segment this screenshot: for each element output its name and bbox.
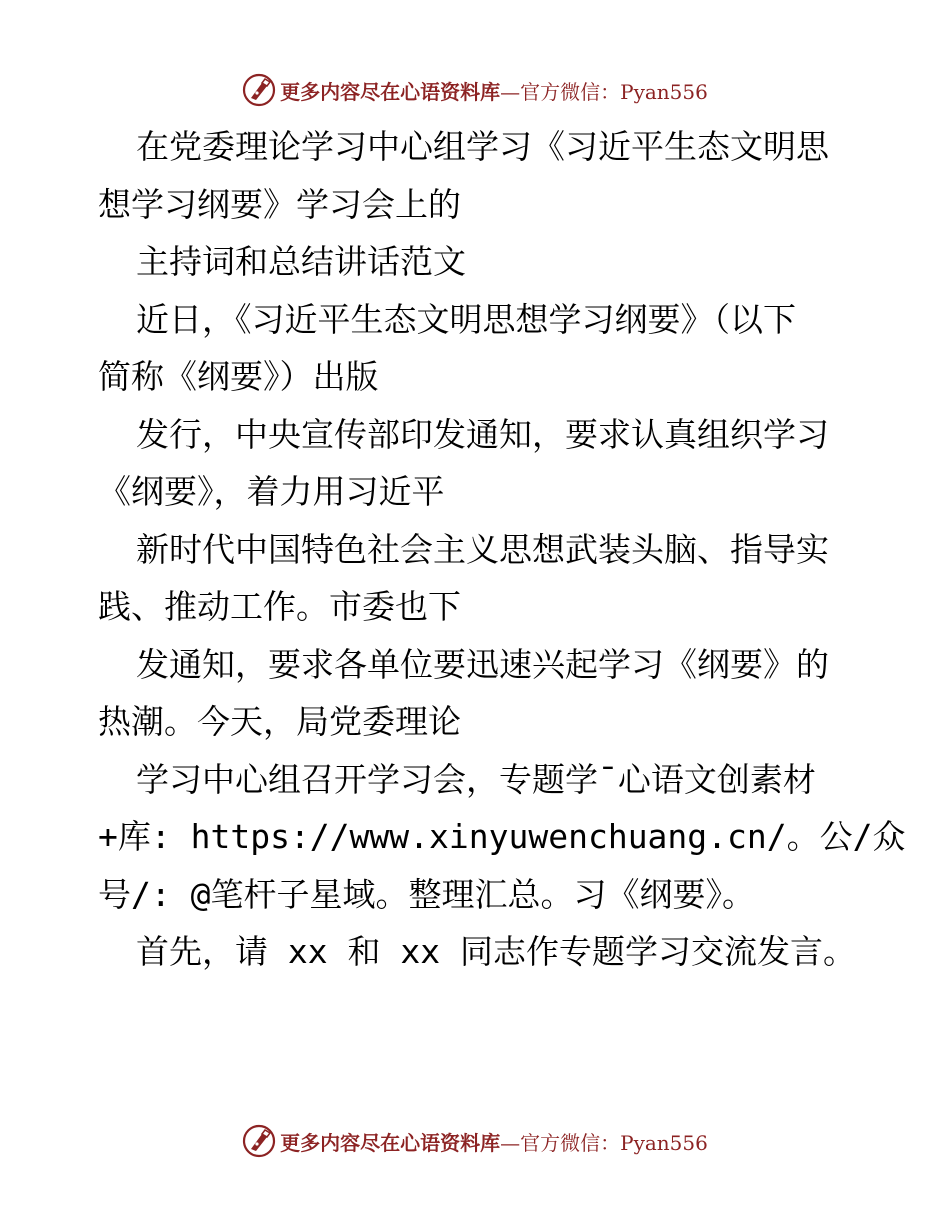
footer-banner-text [280, 1127, 708, 1156]
paragraph-line: 新时代中国特色社会主义思想武装头脑、指导实 [136, 529, 829, 569]
pen-nib-logo-icon [242, 73, 276, 107]
header-banner-title: 更多内容尽在心语资料库 [280, 79, 501, 104]
footer-banner-title: 更多内容尽在心语资料库 [280, 1130, 501, 1155]
footer-banner-dash: — [500, 1130, 521, 1155]
title-line-2: 想学习纲要》学习会上的 [98, 184, 461, 224]
paragraph-line: 发通知，要求各单位要迅速兴起学习《纲要》的 [136, 644, 829, 684]
footer-banner [0, 1121, 950, 1161]
subtitle-line: 主持词和总结讲话范文 [136, 242, 466, 281]
paragraph-line: +库: https://www.xinyuwenchuang.cn/。公/众 [98, 817, 906, 856]
document-body [98, 118, 906, 981]
paragraph-line: 学习中心组召开学习会，专题学¯心语文创素材 [136, 759, 816, 799]
header-banner [0, 70, 950, 110]
title-line-1: 在党委理论学习中心组学习《习近平生态文明思 [136, 127, 829, 166]
header-banner-wechat: 官方微信：Pyan556 [520, 79, 708, 104]
paragraph-line: 首先，请 xx 和 xx 同志作专题学习交流发言。 [136, 932, 856, 971]
footer-banner-wechat: 官方微信：Pyan556 [520, 1130, 708, 1155]
paragraph-line: 《纲要》，着力用习近平 [98, 472, 445, 511]
header-banner-dash: — [500, 79, 521, 104]
header-banner-text [280, 76, 708, 105]
paragraph-line: 发行，中央宣传部印发通知，要求认真组织学习 [136, 414, 829, 454]
paragraph-line: 简称《纲要》）出版 [98, 357, 379, 396]
pen-nib-logo-icon [242, 1124, 276, 1158]
paragraph-line: 热潮。今天，局党委理论 [98, 702, 461, 741]
paragraph-line: 号/: @笔杆子星域。整理汇总。习《纲要》。 [98, 874, 755, 914]
paragraph-line: 近日，《习近平生态文明思想学习纲要》（以下 [136, 299, 796, 339]
paragraph-line: 践、推动工作。市委也下 [98, 587, 461, 626]
